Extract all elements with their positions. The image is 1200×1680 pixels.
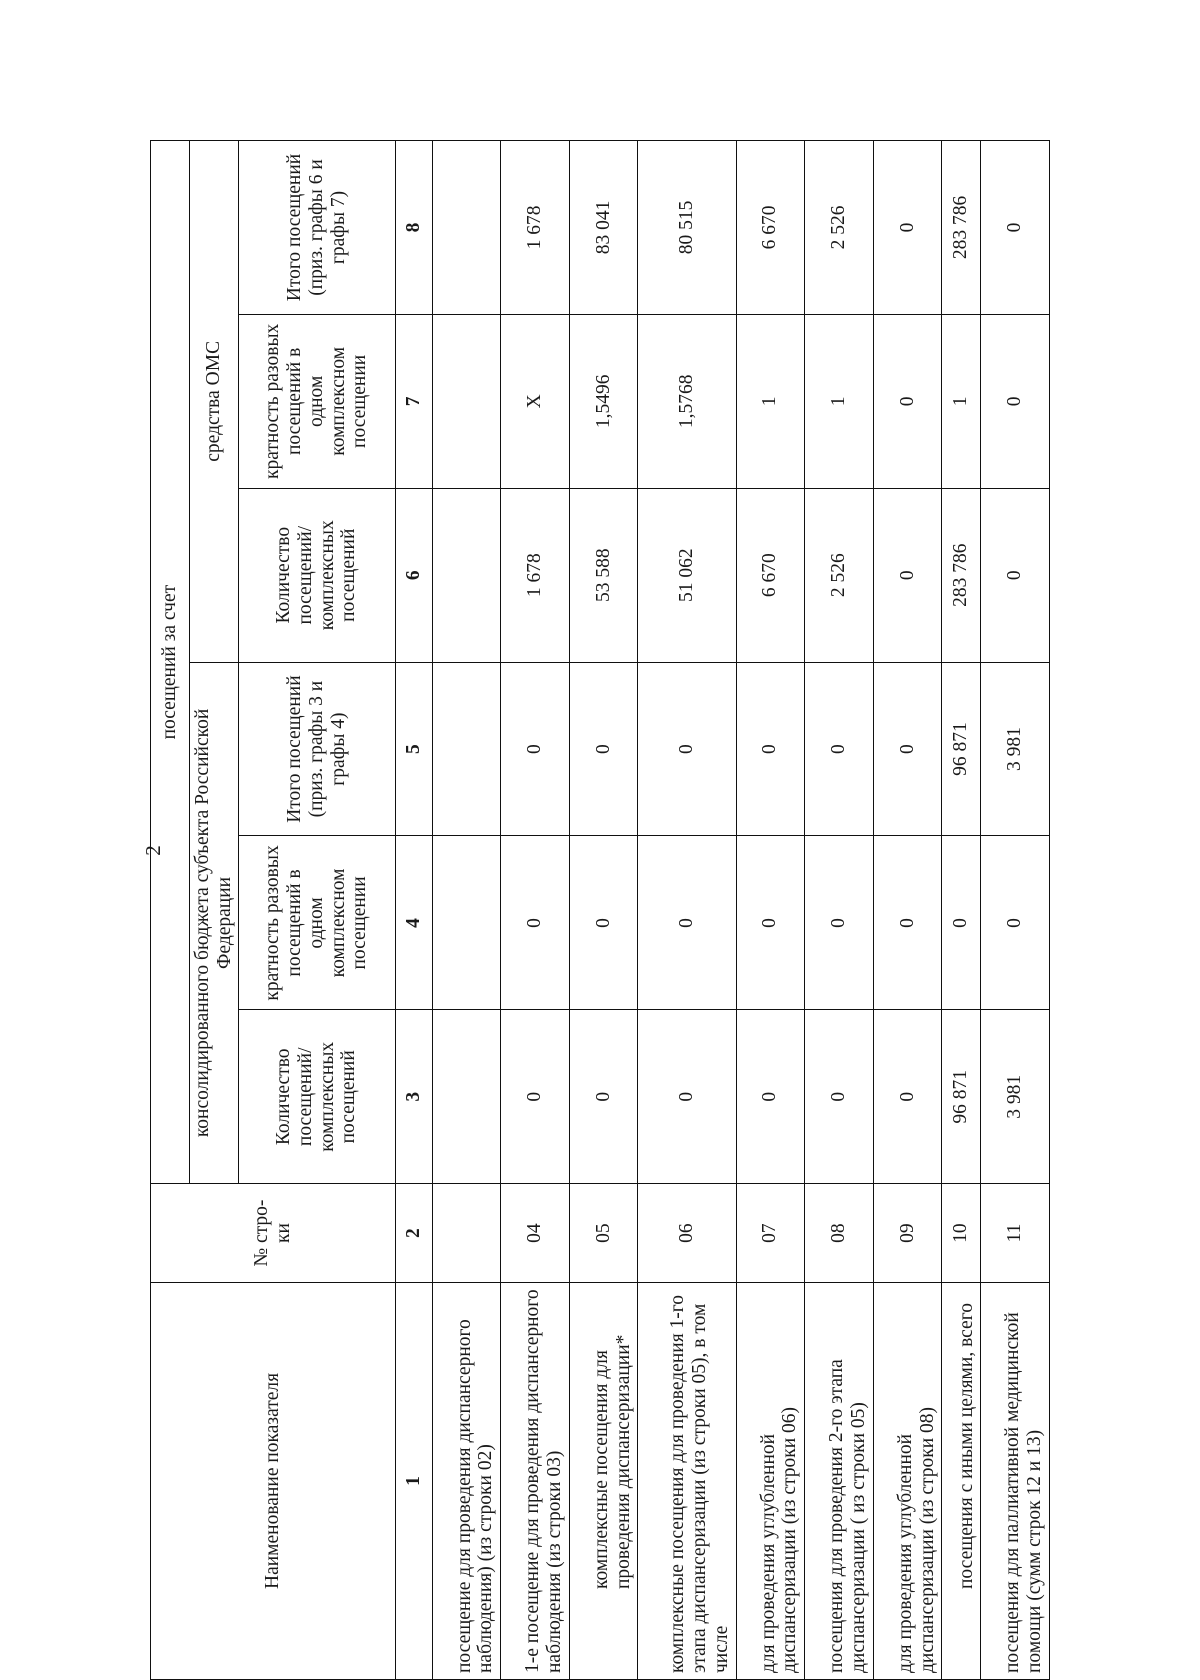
- page-number: 2: [140, 845, 165, 856]
- cell-col3: [432, 1010, 501, 1184]
- cell-col5: 0: [638, 662, 736, 836]
- header-row-number: № стро-ки: [151, 1184, 396, 1283]
- cell-col8: 0: [981, 141, 1050, 315]
- header-visits-by-source: посещений за счет: [151, 141, 190, 1184]
- cell-col8: 83 041: [569, 141, 638, 315]
- cell-col6: 1 678: [501, 488, 570, 662]
- header-col4: кратность разовых посещений в одном комплексном посещении: [238, 836, 395, 1010]
- table-row: [942, 141, 981, 1680]
- cell-col6: 53 588: [569, 488, 638, 662]
- cell-col3: 0: [736, 1010, 805, 1184]
- row-number: 07: [736, 1184, 805, 1283]
- cell-col3: 0: [569, 1010, 638, 1184]
- column-number: 6: [395, 488, 432, 662]
- cell-col4: 0: [638, 836, 736, 1010]
- visits-table: [150, 140, 1050, 1680]
- column-number: 8: [395, 141, 432, 315]
- header-col3: Количество посещений/ комплексных посещений: [238, 1010, 395, 1184]
- row-name: 1-е посещение для проведения диспансерного наблюдения (из строки 03): [501, 1282, 570, 1679]
- cell-col7: 1: [736, 314, 805, 488]
- header-col7: кратность разовых посещений в одном комплексном посещении: [238, 314, 395, 488]
- cell-col4: 0: [501, 836, 570, 1010]
- cell-col4: [432, 836, 501, 1010]
- header-col8: Итого посещений (приз. графы 6 и графы 7): [238, 141, 395, 315]
- header-budget-group: консолидированного бюджета субъекта Российской Федерации: [190, 662, 239, 1184]
- cell-col7: [432, 314, 501, 488]
- cell-col3: 0: [873, 1010, 942, 1184]
- header-col6: Количество посещений/ комплексных посещений: [238, 488, 395, 662]
- cell-col4: 0: [805, 836, 874, 1010]
- table-row: [736, 141, 805, 1680]
- row-name: посещения для паллиативной медицинской помощи (сумм строк 12 и 13): [981, 1282, 1050, 1679]
- cell-col3: 3 981: [981, 1010, 1050, 1184]
- cell-col3: 96 871: [942, 1010, 981, 1184]
- header-oms-group: средства ОМС: [190, 141, 239, 663]
- cell-col5: 0: [569, 662, 638, 836]
- header-indicator: Наименование показателя: [151, 1282, 396, 1679]
- cell-col8: 80 515: [638, 141, 736, 315]
- rotated-table-container: [150, 140, 1050, 1680]
- row-number: 04: [501, 1184, 570, 1283]
- cell-col6: 0: [981, 488, 1050, 662]
- table-row: [432, 141, 501, 1680]
- row-number: 11: [981, 1184, 1050, 1283]
- cell-col3: 0: [501, 1010, 570, 1184]
- cell-col8: 1 678: [501, 141, 570, 315]
- cell-col6: 6 670: [736, 488, 805, 662]
- cell-col4: 0: [569, 836, 638, 1010]
- cell-col5: 3 981: [981, 662, 1050, 836]
- row-number: 06: [638, 1184, 736, 1283]
- cell-col5: 0: [736, 662, 805, 836]
- cell-col6: 51 062: [638, 488, 736, 662]
- cell-col5: 0: [501, 662, 570, 836]
- row-name-text: комплексные посещения для проведения диспансеризации*: [590, 1334, 634, 1589]
- cell-col4: 0: [736, 836, 805, 1010]
- cell-col7: X: [501, 314, 570, 488]
- cell-col3: 0: [805, 1010, 874, 1184]
- cell-col4: 0: [873, 836, 942, 1010]
- cell-col8: 0: [873, 141, 942, 315]
- column-number: 2: [395, 1184, 432, 1283]
- header-col5: Итого посещений (приз. графы 3 и графы 4): [238, 662, 395, 836]
- cell-col7: 0: [873, 314, 942, 488]
- cell-col6: [432, 488, 501, 662]
- cell-col4: 0: [942, 836, 981, 1010]
- cell-col7: 1,5496: [569, 314, 638, 488]
- column-number: 3: [395, 1010, 432, 1184]
- cell-col8: 6 670: [736, 141, 805, 315]
- column-number: 4: [395, 836, 432, 1010]
- row-name: [569, 1282, 638, 1679]
- table-row: [981, 141, 1050, 1680]
- row-number: 05: [569, 1184, 638, 1283]
- row-name: посещение для проведения диспансерного наблюдения) (из строки 02): [432, 1282, 501, 1679]
- row-number: [432, 1184, 501, 1283]
- cell-col7: 1: [942, 314, 981, 488]
- row-name: комплексные посещения для проведения 1-го этапа диспансеризации (из строки 05), в том числе: [638, 1282, 736, 1679]
- column-number: 7: [395, 314, 432, 488]
- row-name: посещения для проведения 2-го этапа диспансеризации ( из строки 05): [805, 1282, 874, 1679]
- row-name: для проведения углубленной диспансеризации (из строки 08): [873, 1282, 942, 1679]
- cell-col6: 0: [873, 488, 942, 662]
- row-name: [942, 1282, 981, 1679]
- cell-col5: 96 871: [942, 662, 981, 836]
- cell-col7: 1,5768: [638, 314, 736, 488]
- row-number: 10: [942, 1184, 981, 1283]
- table-row: [569, 141, 638, 1680]
- table-row: [805, 141, 874, 1680]
- cell-col7: 0: [981, 314, 1050, 488]
- row-name: для проведения углубленной диспансеризации (из строки 06): [736, 1282, 805, 1679]
- cell-col5: 0: [805, 662, 874, 836]
- row-number: 09: [873, 1184, 942, 1283]
- cell-col8: 2 526: [805, 141, 874, 315]
- row-number: 08: [805, 1184, 874, 1283]
- table-row: [873, 141, 942, 1680]
- column-number: 5: [395, 662, 432, 836]
- table-row: [638, 141, 736, 1680]
- cell-col8: 283 786: [942, 141, 981, 315]
- column-number: 1: [395, 1282, 432, 1679]
- table-row: [501, 141, 570, 1680]
- cell-col8: [432, 141, 501, 315]
- column-number-row: [395, 141, 432, 1680]
- cell-col4: 0: [981, 836, 1050, 1010]
- row-name-text: посещения с иными целями, всего: [955, 1303, 977, 1589]
- cell-col5: 0: [873, 662, 942, 836]
- cell-col5: [432, 662, 501, 836]
- cell-col6: 2 526: [805, 488, 874, 662]
- cell-col7: 1: [805, 314, 874, 488]
- cell-col3: 0: [638, 1010, 736, 1184]
- cell-col6: 283 786: [942, 488, 981, 662]
